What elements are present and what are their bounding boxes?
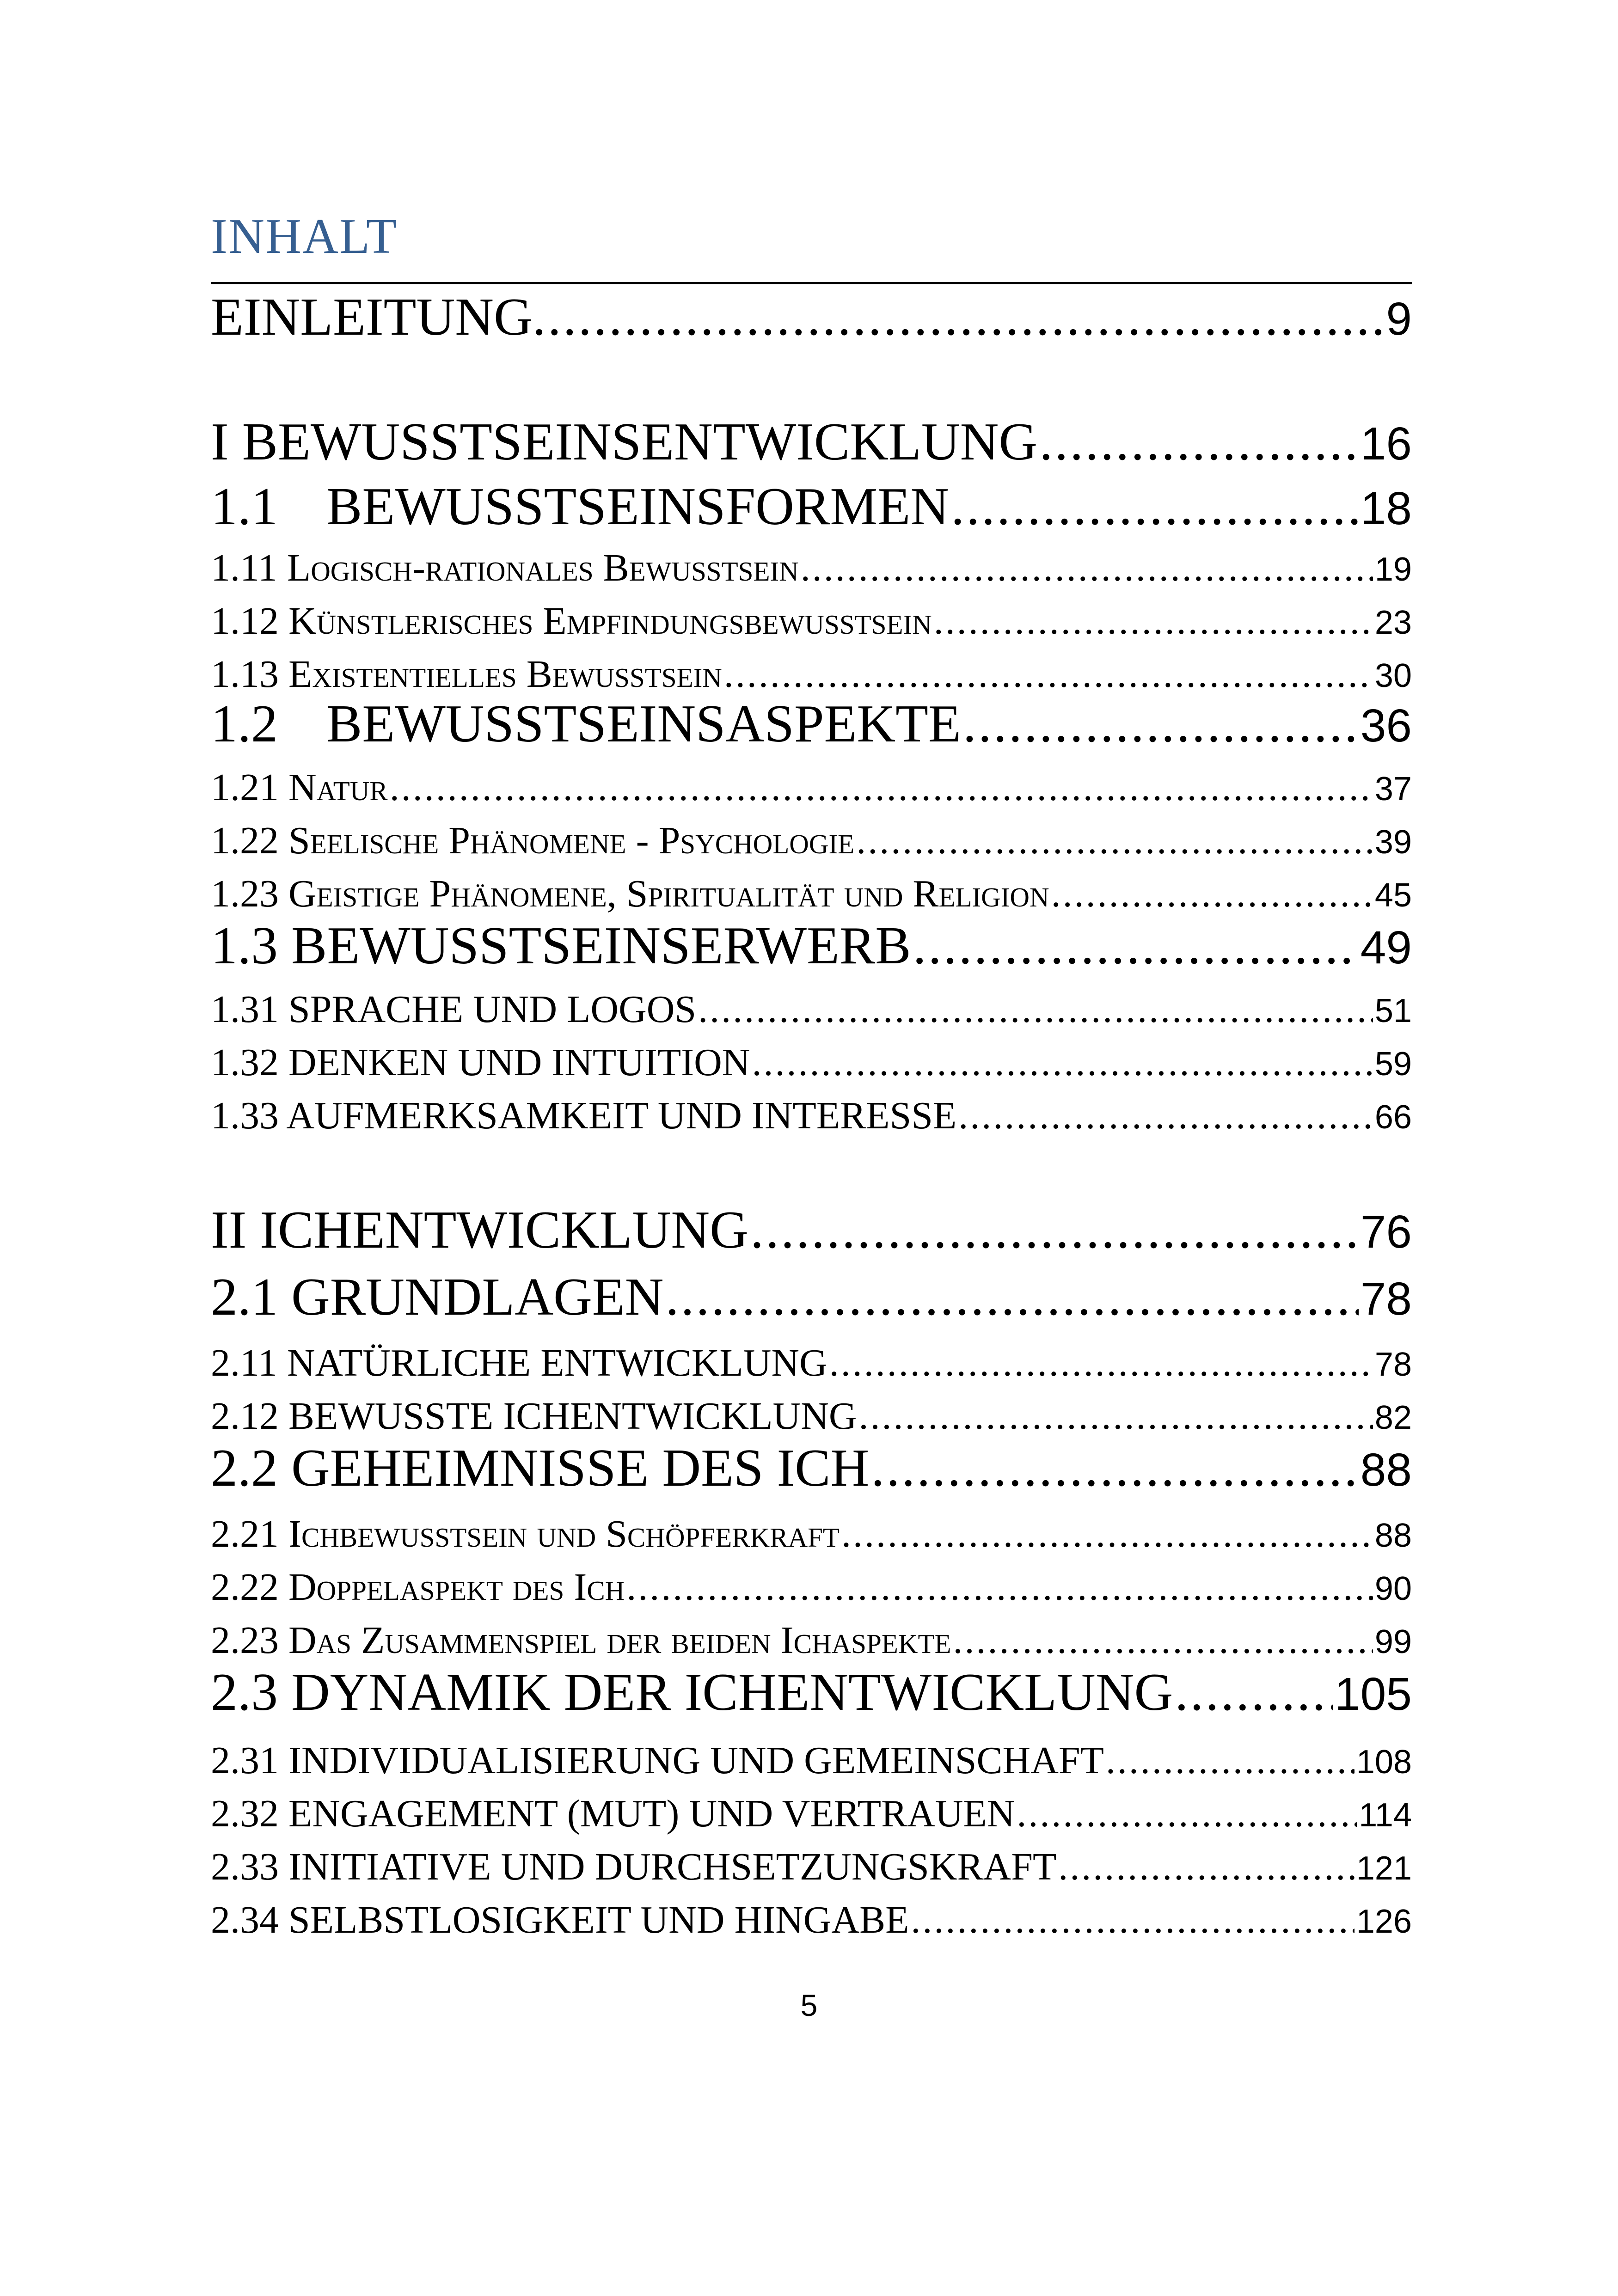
toc-entry-page: 37: [1374, 771, 1412, 808]
toc-entry-title: I BEWUSSTSEINSENTWICKLUNG: [211, 412, 1038, 471]
toc-entry[interactable]: [211, 287, 1412, 356]
toc-entry-label: [211, 871, 1049, 916]
toc-entry-number: 2.33: [211, 1845, 279, 1888]
toc-entry-number: 2.22: [211, 1566, 279, 1609]
toc-entry-page: 88: [1374, 1517, 1412, 1554]
dot-leader: [666, 1267, 1359, 1328]
toc-entry-number: 2.1: [211, 1267, 278, 1327]
toc-entry-page: 126: [1356, 1903, 1412, 1940]
toc-entry-title: DYNAMIK DER ICHENTWICKLUNG: [291, 1663, 1173, 1722]
toc-entry-title: II ICHENTWICKLUNG: [211, 1200, 748, 1260]
toc-entry-title: Ichbewusstsein und Schöpferkraft: [288, 1512, 840, 1555]
toc-entry-title: EINLEITUNG.: [211, 288, 546, 347]
toc-entry[interactable]: [211, 765, 1412, 817]
toc-entry-number: 1.1: [211, 477, 278, 536]
toc-entry-number: 1.13: [211, 653, 279, 696]
toc-entry-label: [211, 915, 911, 977]
toc-entry-page: 49: [1360, 922, 1412, 974]
toc-entry-number: 2.11: [211, 1341, 277, 1384]
toc-entry[interactable]: [211, 693, 1412, 763]
toc-entry-page: 78: [1374, 1346, 1412, 1383]
toc-entry-label: [211, 1040, 750, 1085]
toc-entry-label: [211, 818, 854, 863]
toc-entry-label: [211, 652, 722, 697]
toc-entry[interactable]: [211, 1662, 1412, 1731]
toc-entry-label: [211, 287, 546, 348]
dot-leader: [913, 915, 1359, 977]
dot-leader: [752, 1040, 1373, 1085]
toc-entry-title: INDIVIDUALISIERUNG UND GEMEINSCHAFT: [288, 1739, 1104, 1782]
toc-entry[interactable]: [211, 599, 1412, 650]
toc-entry-number: 2.31: [211, 1739, 279, 1782]
toc-entry[interactable]: [211, 1738, 1412, 1790]
toc-entry-page: 108: [1356, 1744, 1412, 1781]
dot-leader: [548, 287, 1385, 348]
toc-entry[interactable]: [211, 1512, 1412, 1563]
toc-entry[interactable]: [211, 818, 1412, 870]
toc-entry-label: [211, 1394, 857, 1439]
toc-entry[interactable]: [211, 1200, 1412, 1269]
toc-entry-number: 1.22: [211, 819, 279, 862]
toc-entry-page: 76: [1360, 1206, 1412, 1258]
dot-leader: [829, 1341, 1373, 1385]
toc-entry-title: BEWUSSTSEINSERWERB: [291, 916, 911, 975]
dot-leader: [958, 1093, 1373, 1138]
toc-entry-title: INITIATIVE UND DURCHSETZUNGSKRAFT: [288, 1845, 1057, 1888]
toc-entry-title: Logisch-rationales Bewusstsein: [287, 546, 799, 589]
toc-entry-title: BEWUSSTSEINSASPEKTE: [326, 694, 961, 753]
toc-entry[interactable]: [211, 1565, 1412, 1616]
dot-leader: [801, 545, 1373, 590]
toc-entry-page: 39: [1374, 824, 1412, 861]
toc-entry-page: 66: [1374, 1099, 1412, 1136]
dot-leader: [1017, 1791, 1357, 1836]
toc-entry-label: [211, 693, 961, 755]
toc-entry-label: [211, 1844, 1056, 1889]
dot-leader: [1106, 1738, 1354, 1783]
dot-leader: [1058, 1844, 1354, 1889]
dot-leader: [698, 987, 1373, 1032]
toc-entry-number: 2.2: [211, 1439, 278, 1498]
dot-leader: [951, 476, 1359, 538]
toc-entry-number: 2.12: [211, 1395, 279, 1438]
toc-entry-title: Das Zusammenspiel der beiden Ichaspekte: [288, 1619, 951, 1662]
toc-entry-title: DENKEN UND INTUITION: [288, 1041, 750, 1084]
toc-entry-page: 82: [1374, 1399, 1412, 1436]
toc-entry-number: 2.32: [211, 1792, 279, 1835]
toc-entry-number: 2.21: [211, 1512, 279, 1555]
toc-entry[interactable]: [211, 915, 1412, 985]
toc-entry-number: 2.23: [211, 1619, 279, 1662]
dot-leader: [871, 1438, 1359, 1499]
toc-entry-number: 1.3: [211, 916, 278, 975]
toc-entry-number: 1.33: [211, 1094, 279, 1137]
toc-entry[interactable]: [211, 1341, 1412, 1392]
toc-entry-number: 1.2: [211, 694, 278, 753]
dot-leader: [934, 599, 1373, 643]
toc-entry-page: 45: [1374, 877, 1412, 914]
toc-entry-label: [211, 1791, 1015, 1836]
toc-entry-title: BEWUSSTE ICHENTWICKLUNG: [288, 1395, 857, 1438]
dot-leader: [1175, 1662, 1333, 1723]
toc-entry-title: Existentielles Bewusstsein: [288, 653, 722, 696]
toc-entry-number: 1.32: [211, 1041, 279, 1084]
toc-entry[interactable]: [211, 1898, 1412, 1949]
toc-entry[interactable]: [211, 1267, 1412, 1336]
toc-entry-number: 1.21: [211, 766, 279, 809]
toc-entry-title: BEWUSSTSEINSFORMEN: [326, 477, 950, 536]
toc-entry-label: [211, 1662, 1173, 1723]
toc-entry-label: [211, 1512, 840, 1556]
toc-entry-page: 23: [1374, 604, 1412, 641]
toc-entry[interactable]: [211, 1438, 1412, 1507]
toc-entry-page: 19: [1374, 551, 1412, 588]
page-number: 5: [800, 1988, 818, 2022]
toc-entry[interactable]: [211, 545, 1412, 597]
dot-leader: [953, 1618, 1373, 1663]
toc-entry-title: GRUNDLAGEN: [291, 1267, 664, 1327]
toc-entry-page: 105: [1335, 1668, 1412, 1720]
toc-entry[interactable]: [211, 1791, 1412, 1843]
toc-entry-label: [211, 476, 949, 538]
toc-entry-label: [211, 1738, 1104, 1783]
toc-entry[interactable]: [211, 476, 1412, 545]
dot-leader: [856, 818, 1373, 863]
toc-entry[interactable]: [211, 987, 1412, 1039]
toc-entry-label: [211, 1200, 748, 1261]
toc-entry-page: 36: [1360, 700, 1412, 752]
toc-entry-label: [211, 987, 696, 1032]
toc-entry-page: 90: [1374, 1570, 1412, 1607]
toc-entry-title: NATÜRLICHE ENTWICKLUNG: [287, 1341, 827, 1384]
toc-entry-number: 1.31: [211, 988, 279, 1031]
toc-entry-label: [211, 1618, 951, 1663]
toc-entry-title: Seelische Phänomene - Psychologie: [288, 819, 855, 862]
dot-leader: [750, 1200, 1359, 1261]
dot-leader: [963, 693, 1359, 755]
toc-entry-page: 16: [1360, 418, 1412, 470]
toc-entry-label: [211, 1898, 909, 1942]
toc-entry-label: [211, 411, 1037, 473]
toc-entry-label: [211, 1341, 827, 1385]
toc-entry-page: 78: [1360, 1273, 1412, 1325]
toc-entry-number: 1.23: [211, 872, 279, 915]
toc-entry-label: [211, 599, 932, 643]
toc-entry-page: 30: [1374, 657, 1412, 694]
toc-entry[interactable]: [211, 411, 1412, 481]
toc-entry[interactable]: [211, 1093, 1412, 1145]
toc-entry-label: [211, 1267, 664, 1328]
toc-entry-label: [211, 1438, 869, 1499]
toc-entry-page: 99: [1374, 1623, 1412, 1660]
toc-entry-page: 9: [1386, 293, 1412, 345]
toc-entry-title: AUFMERKSAMKEIT UND INTERESSE: [286, 1094, 957, 1137]
toc-entry-page: 121: [1356, 1850, 1412, 1887]
dot-leader: [1039, 411, 1359, 473]
toc-entry-number: 1.12: [211, 600, 279, 643]
dot-leader: [1051, 871, 1373, 916]
toc-entry-label: [211, 765, 388, 810]
toc-entry-label: [211, 1565, 625, 1610]
toc-entry-title: Künstlerisches Empfindungsbewusstsein: [288, 600, 932, 643]
dot-leader: [390, 765, 1373, 810]
toc-entry-number: 2.3: [211, 1663, 278, 1722]
toc-entry-title: Doppelaspekt des Ich: [288, 1566, 625, 1609]
toc-entry-title: SELBSTLOSIGKEIT UND HINGABE: [288, 1898, 909, 1941]
toc-entry-page: 114: [1359, 1797, 1412, 1834]
dot-leader: [911, 1898, 1354, 1942]
toc-entry-title: Natur: [288, 766, 388, 809]
toc-entry-number: 2.34: [211, 1898, 279, 1941]
toc-heading: INHALT: [211, 209, 398, 264]
toc-entry-title: Geistige Phänomene, Spiritualität und Religion: [288, 872, 1049, 915]
dot-leader: [724, 652, 1373, 697]
toc-entry-number: 1.11: [211, 546, 277, 589]
toc-entry-title: SPRACHE UND LOGOS: [288, 988, 697, 1031]
toc-entry-title: ENGAGEMENT (MUT) UND VERTRAUEN: [288, 1792, 1015, 1835]
dot-leader: [626, 1565, 1373, 1610]
toc-entry-page: 88: [1360, 1444, 1412, 1496]
toc-entry-page: 59: [1374, 1046, 1412, 1083]
toc-entry-page: 18: [1360, 483, 1412, 534]
toc-entry[interactable]: [211, 1844, 1412, 1896]
heading-rule: [211, 282, 1412, 284]
toc-entry[interactable]: [211, 1040, 1412, 1092]
toc-entry-title: GEHEIMNISSE DES ICH: [291, 1439, 870, 1498]
toc-entry-label: [211, 545, 799, 590]
dot-leader: [841, 1512, 1373, 1556]
toc-entry-page: 51: [1374, 992, 1412, 1029]
toc-entry-label: [211, 1093, 956, 1138]
dot-leader: [859, 1394, 1373, 1439]
